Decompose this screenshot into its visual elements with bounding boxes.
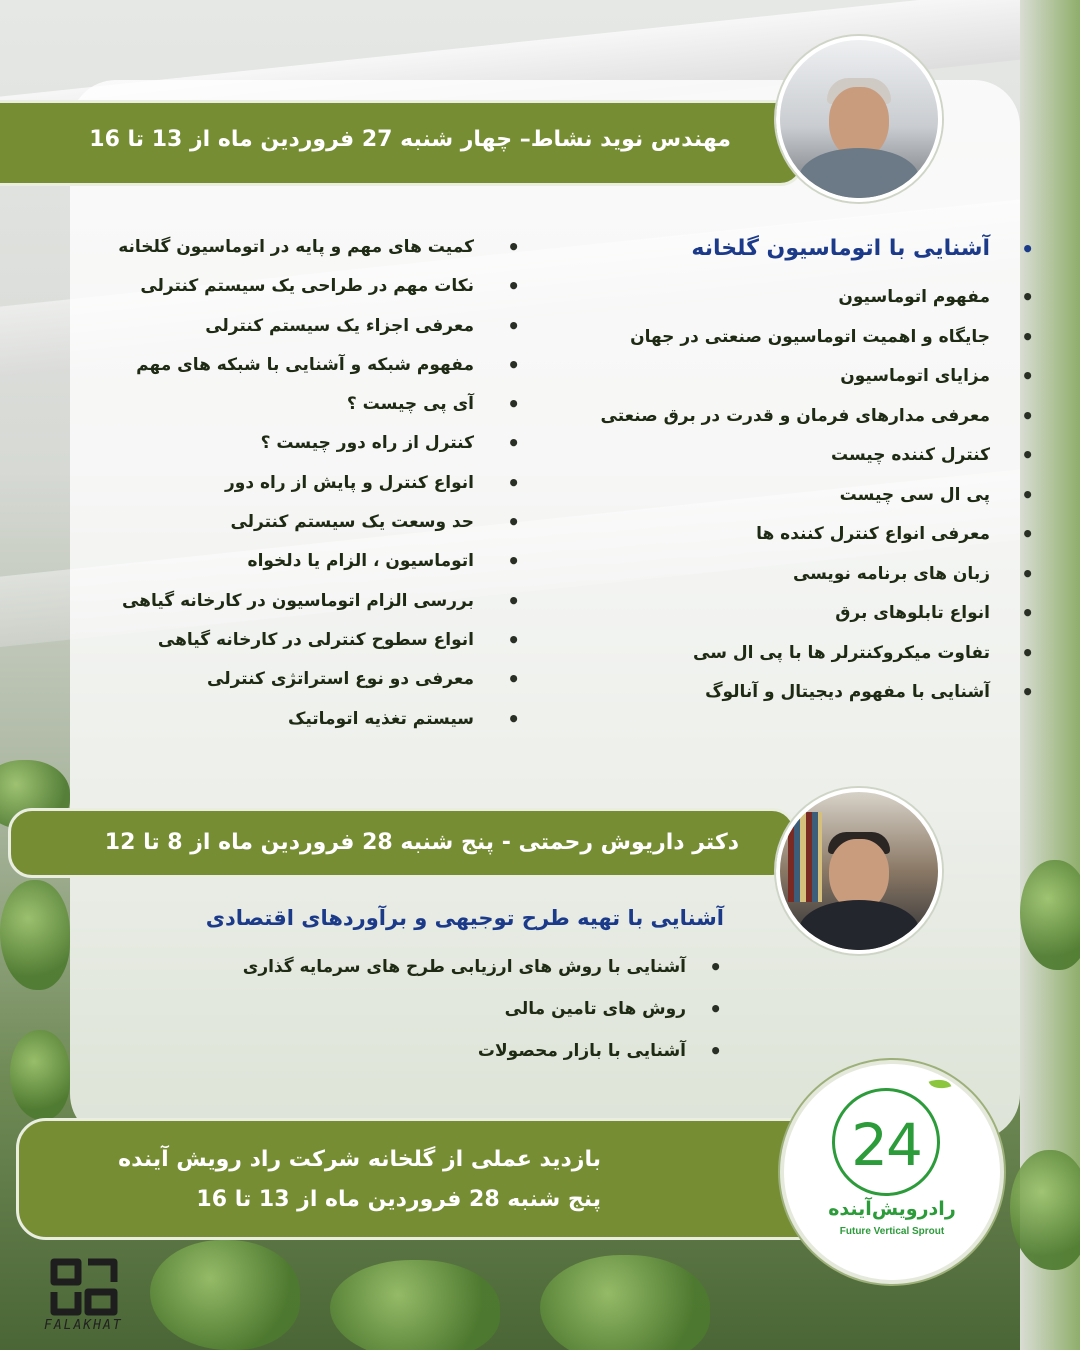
list-item: • معرفی مدارهای فرمان و قدرت در برق صنعتی: [601, 397, 990, 437]
visit-line1: بازدید عملی از گلخانه شرکت راد رویش آینده: [118, 1147, 601, 1172]
list-item: • آشنایی با روش های ارزیابی طرح های سرمایه گذاری: [243, 946, 686, 988]
list-item: • تفاوت میکروکنترلر ها با پی ال سی: [601, 634, 990, 674]
logo-name-fa: رادرویش‌آینده: [828, 1198, 956, 1220]
speaker1-photo: [776, 36, 942, 202]
list-item: • کمیت های مهم و پایه در اتوماسیون گلخانه: [118, 228, 474, 267]
list-item: • آشنایی با مفهوم دیجیتال و آنالوگ: [601, 673, 990, 713]
list-item: • مفهوم شبکه و آشنایی با شبکه های مهم: [118, 346, 474, 385]
session1-heading: • آشنایی با اتوماسیون گلخانه: [601, 234, 990, 278]
speaker2-suit: [799, 900, 919, 954]
basil-leaf: [10, 1030, 70, 1120]
basil-leaf: [0, 880, 70, 990]
list-item: • پی ال سی چیست: [601, 476, 990, 516]
list-item: • بررسی الزام اتوماسیون در کارخانه گیاهی: [118, 582, 474, 621]
list-item: • آشنایی با بازار محصولات: [243, 1030, 686, 1072]
logo-name-en: Future Vertical Sprout: [839, 1226, 945, 1237]
basil-leaf: [540, 1255, 710, 1350]
basil-leaf: [330, 1260, 500, 1350]
list-item: • انواع سطوح کنترلی در کارخانه گیاهی: [118, 621, 474, 660]
list-item: • اتوماسیون ، الزام یا دلخواه: [118, 542, 474, 581]
speaker2-photo: [776, 788, 942, 954]
session1-header: مهندس نوید نشاط– چهار شنبه 27 فروردین ماه از 13 تا 16: [89, 127, 731, 152]
session1-topic-list-right: [601, 234, 990, 713]
brand-text: FALAKHAT: [44, 1318, 123, 1333]
logo-ring: [832, 1088, 940, 1196]
bookshelf: [788, 812, 822, 902]
list-item: • سیستم تغذیه اتوماتیک: [118, 700, 474, 739]
session1-header-bar: [0, 100, 804, 186]
list-item: • کنترل از راه دور چیست ؟: [118, 424, 474, 463]
list-item: • زبان های برنامه نویسی: [601, 555, 990, 595]
visit-line2: پنج شنبه 28 فروردین ماه از 13 تا 16: [196, 1187, 601, 1212]
leaf-icon: [929, 1075, 952, 1093]
list-item: • کنترل کننده چیست: [601, 436, 990, 476]
brand-mark: [44, 1256, 134, 1336]
session2-topic-list: [243, 946, 686, 1072]
session2-title: آشنایی با تهیه طرح توجیهی و برآوردهای اقتصادی: [205, 906, 724, 930]
list-item: • معرفی اجزاء یک سیستم کنترلی: [118, 307, 474, 346]
session1-topic-list-left: [118, 228, 474, 739]
brand-glyph-icon: [48, 1256, 120, 1318]
list-item: • مفهوم اتوماسیون: [601, 278, 990, 318]
visit-bar: [16, 1118, 852, 1240]
list-item: • حد وسعت یک سیستم کنترلی: [118, 503, 474, 542]
list-item: • جایگاه و اهمیت اتوماسیون صنعتی در جهان: [601, 318, 990, 358]
list-item: • معرفی دو نوع استراتژی کنترلی: [118, 660, 474, 699]
basil-leaf: [150, 1240, 300, 1350]
company-logo: [780, 1060, 1004, 1284]
list-item: • آی پی چیست ؟: [118, 385, 474, 424]
session2-header: دکتر داریوش رحمتی - پنج شنبه 28 فروردین ماه از 8 تا 12: [104, 830, 739, 855]
list-item: • انواع تابلوهای برق: [601, 594, 990, 634]
list-item: • مزایای اتوماسیون: [601, 357, 990, 397]
session2-header-bar: [8, 808, 796, 878]
logo-number: 24: [851, 1111, 921, 1179]
list-item: • انواع کنترل و پایش از راه دور: [118, 464, 474, 503]
list-item: • روش های تامین مالی: [243, 988, 686, 1030]
list-item: • نکات مهم در طراحی یک سیستم کنترلی: [118, 267, 474, 306]
list-item: • معرفی انواع کنترل کننده ها: [601, 515, 990, 555]
speaker1-jacket: [799, 148, 919, 202]
